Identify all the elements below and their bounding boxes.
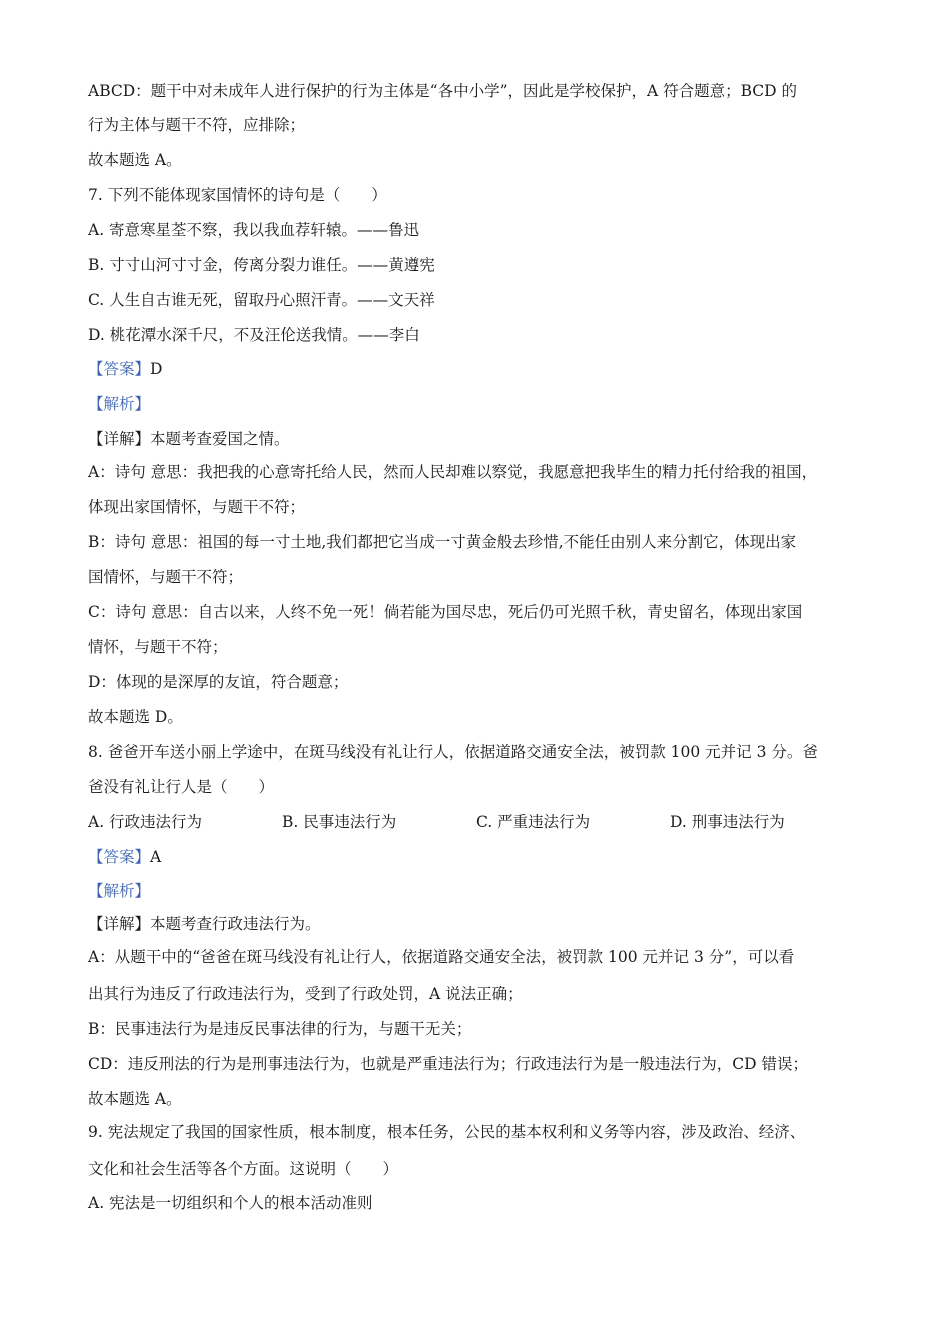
question-8-stem: 爸没有礼让行人是（ ）	[88, 778, 275, 796]
text-line: 情怀，与题干不符；	[88, 638, 228, 656]
question-8-analysis-tag: 【解析】	[88, 882, 151, 900]
text-line: A：诗句 意思：我把我的心意寄托给人民，然而人民却难以察觉，我愿意把我毕生的精力托付给我的祖国，	[88, 463, 818, 481]
text-line: 出其行为违反了行政违法行为，受到了行政处罚，A 说法正确；	[88, 985, 523, 1003]
question-9-option-a: A. 宪法是一切组织和个人的根本活动准则	[88, 1194, 373, 1212]
answer-value: D	[150, 360, 163, 378]
question-7-option-a: A. 寄意寒星荃不察，我以我血荐轩辕。——鲁迅	[88, 221, 420, 239]
text-line: 【详解】本题考查爱国之情。	[88, 430, 290, 448]
text-line: B：诗句 意思：祖国的每一寸土地,我们都把它当成一寸黄金般去珍惜,不能任由别人来分割它，体现出家	[88, 533, 797, 551]
question-8-option-d: D. 刑事违法行为	[670, 813, 785, 831]
question-7-stem: 7. 下列不能体现家国情怀的诗句是（ ）	[88, 186, 387, 204]
answer-tag: 【答案】	[88, 848, 151, 866]
question-8-option-c: C. 严重违法行为	[476, 813, 591, 831]
text-line: ABCD：题干中对未成年人进行保护的行为主体是“各中小学”，因此是学校保护，A 符合题意；BCD 的	[88, 82, 798, 100]
answer-value: A	[150, 848, 162, 866]
text-line: 故本题选 A。	[88, 151, 182, 169]
question-7-option-b: B. 寸寸山河寸寸金，侉离分裂力谁任。——黄遵宪	[88, 256, 435, 274]
question-7-analysis-tag: 【解析】	[88, 395, 151, 413]
text-line: C：诗句 意思：自古以来，人终不免一死！倘若能为国尽忠，死后仍可光照千秋，青史留名，体现出家国	[88, 603, 803, 621]
text-line: D：体现的是深厚的友谊，符合题意；	[88, 673, 349, 691]
question-8-options	[88, 811, 868, 833]
question-7-answer	[88, 358, 162, 380]
question-8-answer	[88, 846, 161, 868]
answer-tag: 【答案】	[88, 360, 151, 378]
text-line: 国情怀，与题干不符；	[88, 568, 244, 586]
text-line: B：民事违法行为是违反民事法律的行为，与题干无关；	[88, 1020, 472, 1038]
question-7-option-c: C. 人生自古谁无死，留取丹心照汗青。——文天祥	[88, 291, 435, 309]
question-9-stem: 文化和社会生活等各个方面。这说明（ ）	[88, 1160, 399, 1178]
question-7-option-d: D. 桃花潭水深千尺，不及汪伦送我情。——李白	[88, 326, 420, 344]
question-9-stem: 9. 宪法规定了我国的国家性质，根本制度，根本任务，公民的基本权利和义务等内容，涉及政治、经济、	[88, 1123, 806, 1141]
text-line: A：从题干中的“爸爸在斑马线没有礼让行人，依据道路交通安全法，被罚款 100 元并记 3 分”，可以看	[88, 948, 795, 966]
text-line: 故本题选 A。	[88, 1090, 182, 1108]
text-line: 行为主体与题干不符，应排除；	[88, 116, 306, 134]
text-line: 故本题选 D。	[88, 708, 183, 726]
text-line: CD：违反刑法的行为是刑事违法行为，也就是严重违法行为；行政违法行为是一般违法行为，CD 错误；	[88, 1055, 809, 1073]
question-8-option-b: B. 民事违法行为	[282, 813, 397, 831]
text-line: 体现出家国情怀，与题干不符；	[88, 498, 306, 516]
text-line: 【详解】本题考查行政违法行为。	[88, 915, 321, 933]
question-8-stem: 8. 爸爸开车送小丽上学途中，在斑马线没有礼让行人，依据道路交通安全法，被罚款 100 元并记 3 分。爸	[88, 743, 818, 761]
question-8-option-a: A. 行政违法行为	[88, 813, 203, 831]
